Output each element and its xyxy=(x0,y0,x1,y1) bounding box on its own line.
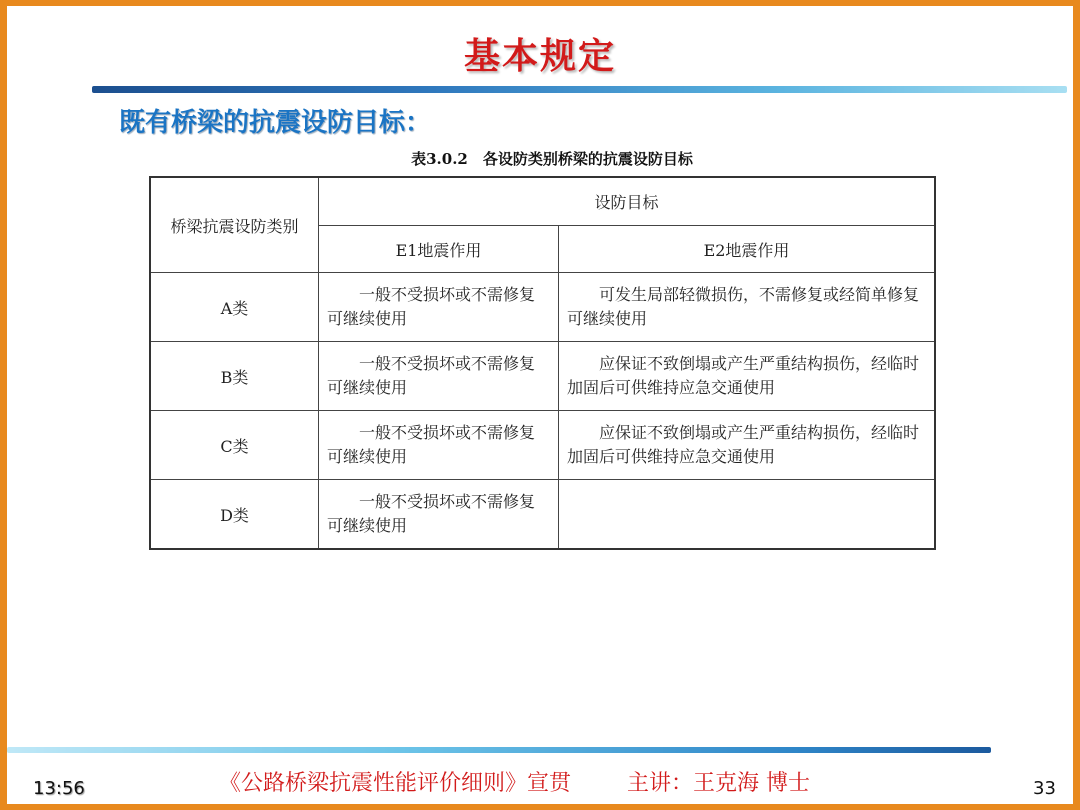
row-e1 xyxy=(319,480,559,550)
row-e1 xyxy=(319,342,559,411)
header-e1: E1地震作用 xyxy=(319,226,559,273)
title-divider xyxy=(92,86,1067,93)
row-e1 xyxy=(319,411,559,480)
row-category: B类 xyxy=(150,342,319,411)
row-category: D类 xyxy=(150,480,319,550)
course-title: 《公路桥梁抗震性能评价细则》宣贯 xyxy=(219,771,572,796)
row-e1-text: 一般不受损坏或不需修复可继续使用 xyxy=(327,492,536,535)
row-e2-text: 可发生局部轻微损伤，不需修复或经简单修复可继续使用 xyxy=(567,285,920,328)
row-e1-text: 一般不受损坏或不需修复可继续使用 xyxy=(327,354,536,397)
row-e1-text: 一般不受损坏或不需修复可继续使用 xyxy=(327,285,536,328)
clock-time: 13:56 xyxy=(33,778,85,799)
row-e2-text: 应保证不致倒塌或产生严重结构损伤，经临时加固后可供维持应急交通使用 xyxy=(567,423,920,466)
table-header-row xyxy=(150,177,935,226)
header-e2: E2地震作用 xyxy=(559,226,936,273)
row-e2 xyxy=(559,273,936,342)
lecturer-name: 主讲：王克海 博士 xyxy=(627,771,811,796)
row-category: C类 xyxy=(150,411,319,480)
row-e2 xyxy=(559,342,936,411)
table-row xyxy=(150,273,935,342)
row-e2 xyxy=(559,411,936,480)
table-row xyxy=(150,411,935,480)
row-e2-text: 应保证不致倒塌或产生严重结构损伤，经临时加固后可供维持应急交通使用 xyxy=(567,354,920,397)
seismic-goals-table xyxy=(149,176,936,550)
slide-title: 基本规定 xyxy=(463,36,616,77)
header-category: 桥梁抗震设防类别 xyxy=(150,177,319,273)
table-row xyxy=(150,480,935,550)
slide xyxy=(7,6,1073,804)
slide-subtitle: 既有桥梁的抗震设防目标： xyxy=(119,108,432,138)
table-caption: 表3.0.2 各设防类别桥梁的抗震设防目标 xyxy=(411,150,693,168)
header-goal: 设防目标 xyxy=(319,177,936,226)
table-row xyxy=(150,342,935,411)
row-category: A类 xyxy=(150,273,319,342)
page-number: 33 xyxy=(1033,778,1056,799)
row-e1-text: 一般不受损坏或不需修复可继续使用 xyxy=(327,423,536,466)
row-e1 xyxy=(319,273,559,342)
footer-divider xyxy=(7,747,991,753)
footer-text xyxy=(219,766,810,797)
row-e2 xyxy=(559,480,936,550)
